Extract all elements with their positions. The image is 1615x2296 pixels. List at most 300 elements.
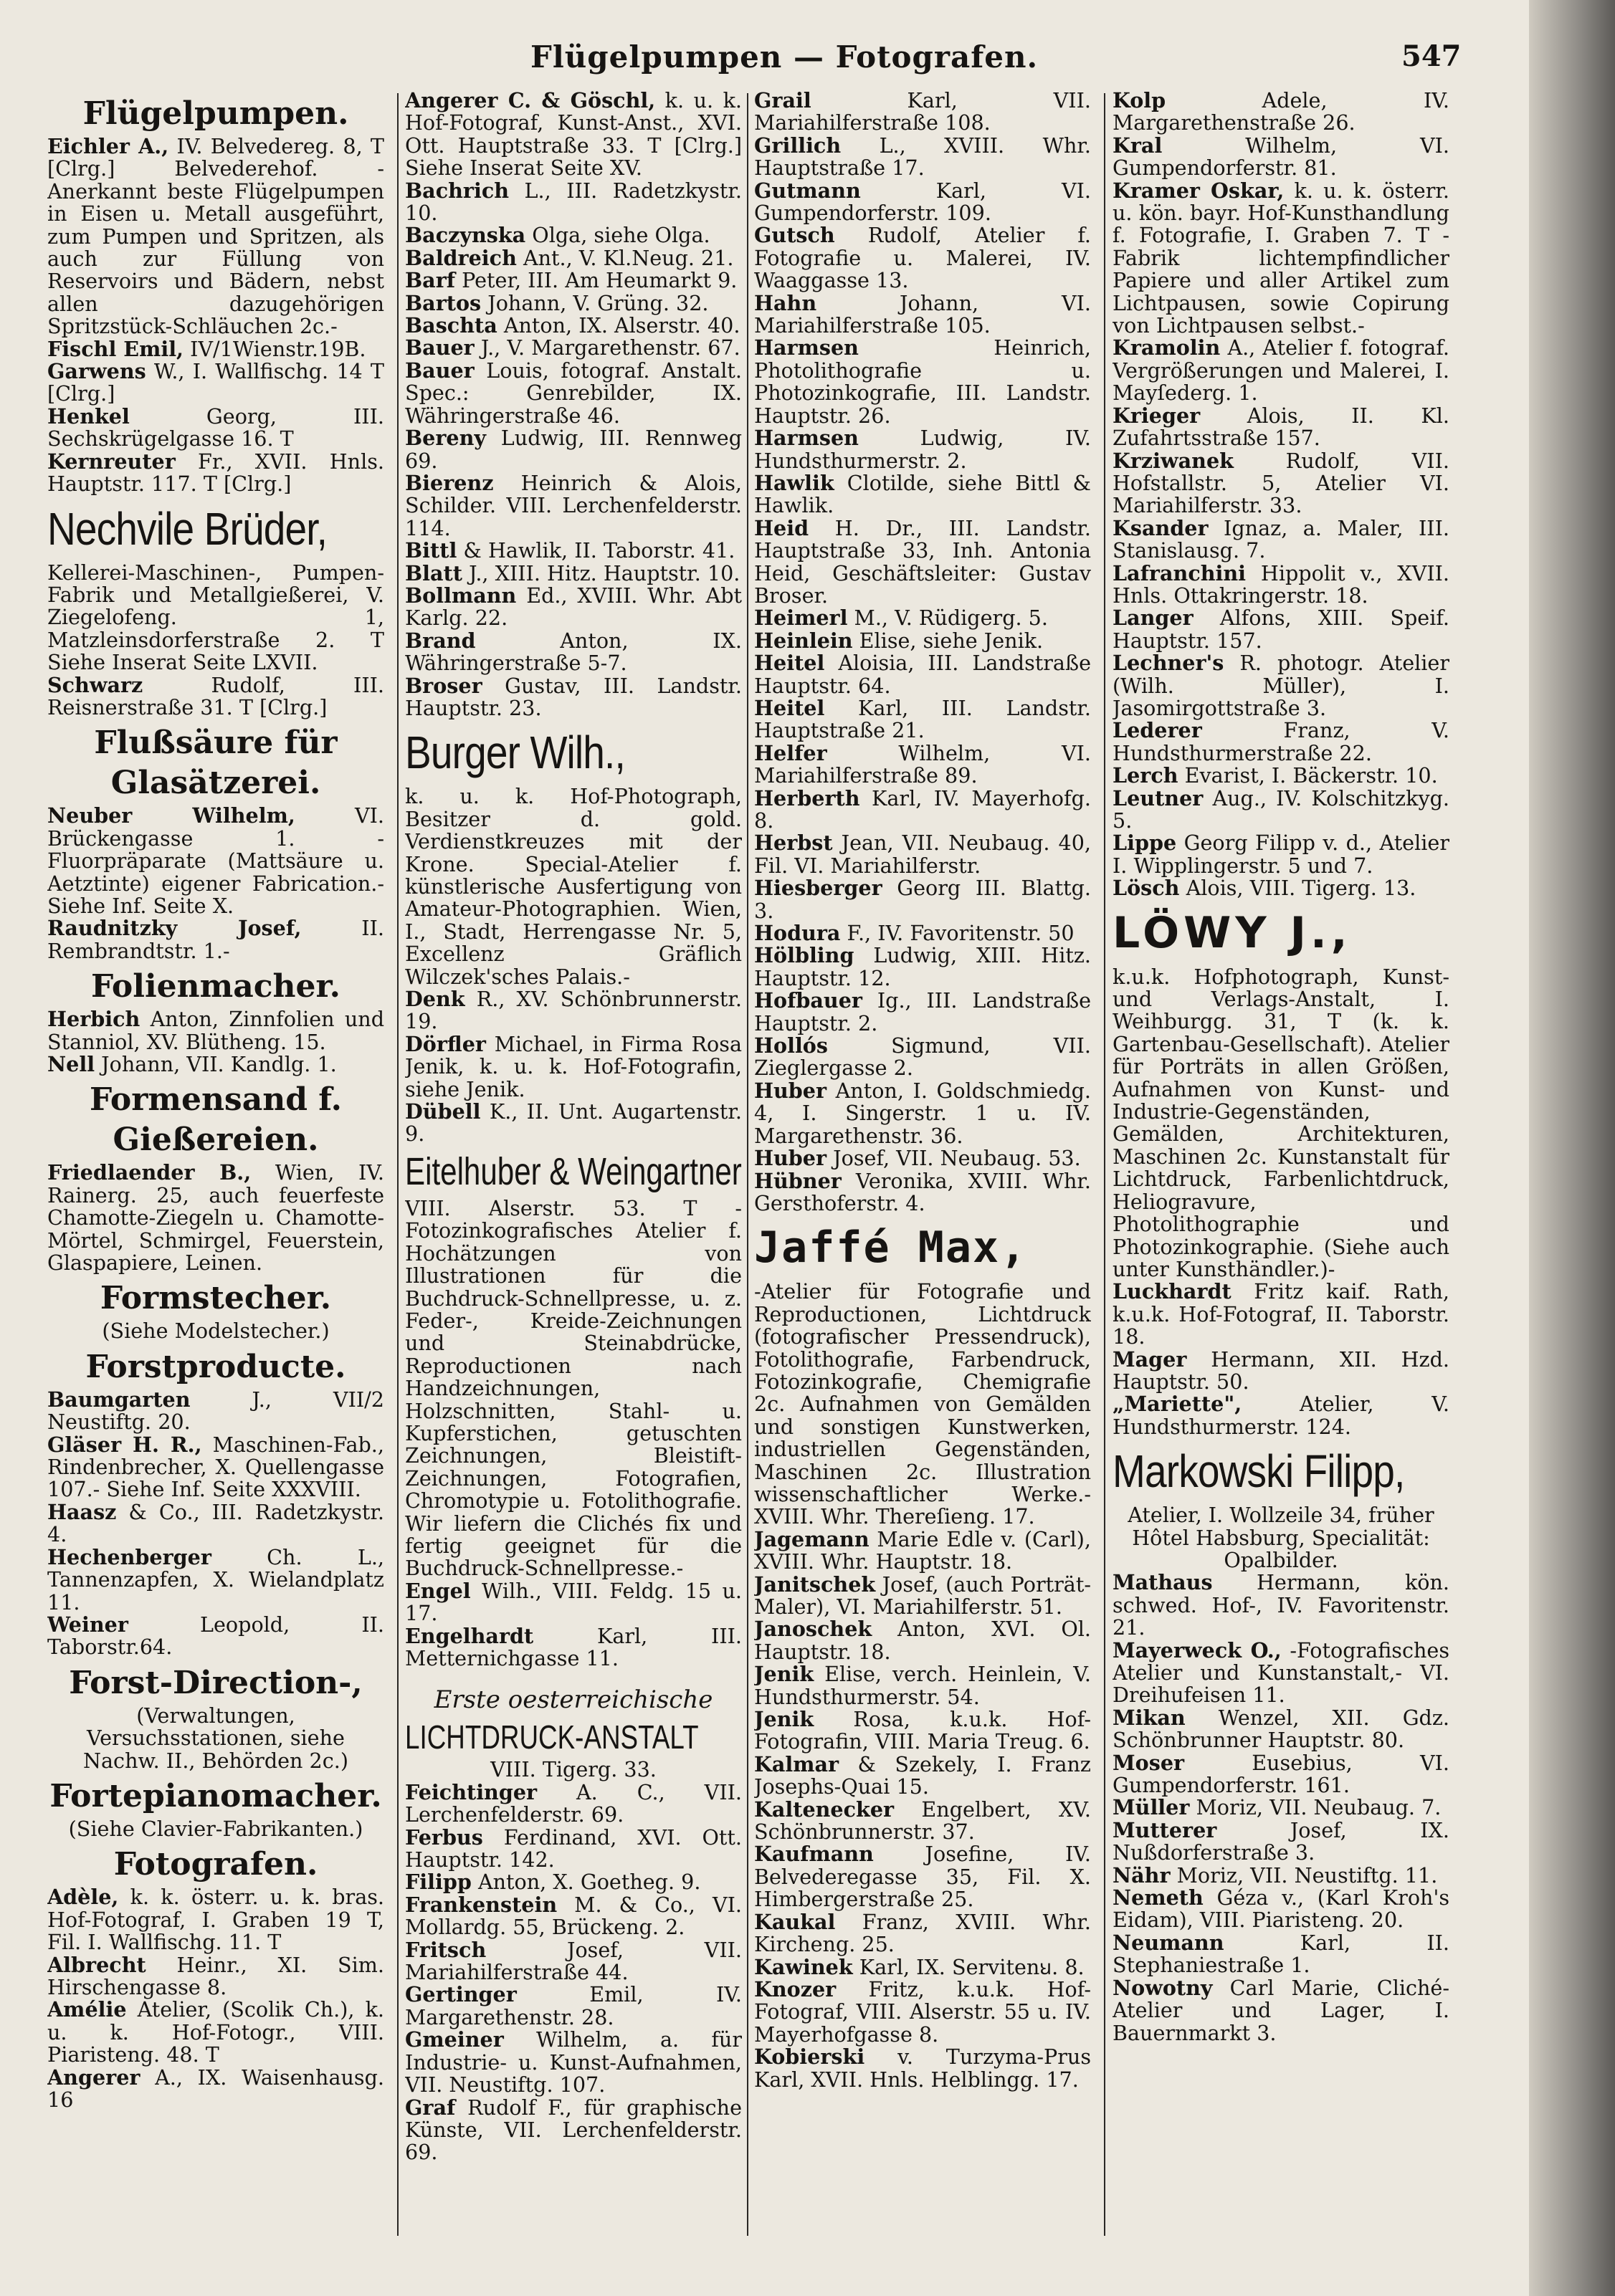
entry-name: Hollós — [754, 1033, 828, 1058]
entry-details: W., I. Wallfischg. 14 T [Clrg.] — [47, 359, 384, 406]
directory-entry — [754, 1911, 1091, 1956]
directory-entry — [754, 1080, 1091, 1147]
directory-entry — [1113, 1281, 1449, 1348]
entry-name: Bittl — [405, 538, 457, 563]
entry-details: A. C., VII. Lerchenfelderstr. 69. — [405, 1779, 742, 1827]
entry-name: Hölbling — [754, 943, 854, 968]
entry-name: Engelhardt — [405, 1623, 534, 1648]
entry-details: A., Atelier f. fotograf. Vergrößerungen und Malerei, I. Mayſederg. 1. — [1113, 335, 1449, 406]
advertisement-tagline: Erste oesterreichische — [434, 1685, 713, 1715]
entry-name: Hawlik — [754, 470, 834, 495]
directory-entry — [1113, 1797, 1449, 1819]
page-header — [0, 39, 1512, 90]
entry-details: Josef, IX. Nußdorferstraße 3. — [1113, 1817, 1449, 1865]
section-heading: Folienmacher. — [91, 968, 340, 1005]
entry-name: Mayerweck O., — [1113, 1637, 1282, 1663]
entry-details: Michael, in Firma Rosa Jenik, k. u. k. Hof-Fotografin, siehe Jenik. — [405, 1031, 742, 1101]
entry-name: Dörfler — [405, 1031, 486, 1056]
directory-entry — [754, 630, 1091, 652]
entry-name: Kobierski — [754, 2044, 865, 2070]
section-heading: Formstecher. — [100, 1280, 332, 1317]
directory-entry — [405, 1939, 742, 1984]
section-heading: Flußsäure für Glasätzerei. — [94, 724, 338, 802]
entry-name: Denk — [405, 987, 465, 1012]
directory-entry — [47, 360, 384, 406]
entry-details: Anton, IX. Währingerstraße 5-7. — [405, 628, 742, 676]
directory-entry — [1113, 1932, 1449, 1977]
entry-name: Harmsen — [754, 335, 859, 360]
entry-details: Franz, XVIII. Whr. Kircheng. 25. — [754, 1909, 1091, 1957]
entry-name: Bereny — [405, 426, 487, 451]
entry-details: Rudolf, VII. Hofstallstr. 5, Atelier VI. Mariahilferstr. 33. — [1113, 448, 1449, 518]
entry-name: Kalmar — [754, 1751, 839, 1776]
directory-entry — [754, 877, 1091, 922]
column-4 — [1113, 90, 1449, 2247]
entry-details: Evarist, I. Bäckerstr. 10. — [1178, 763, 1438, 788]
entry-name: Kaltenecker — [754, 1797, 895, 1822]
directory-entry — [405, 269, 742, 292]
entry-details: Ch. L., Tannenzapfen, X. Wielandplatz 11. — [47, 1544, 384, 1615]
directory-entry — [754, 292, 1091, 338]
directory-entry — [754, 472, 1091, 517]
directory-entry — [754, 1574, 1091, 1619]
entry-name: Heimerl — [754, 606, 848, 631]
entry-name: Baczynska — [405, 223, 526, 248]
directory-entry — [1113, 180, 1449, 338]
entry-details: Engelbert, XV. Schönbrunnerstr. 37. — [754, 1797, 1091, 1845]
entry-details: Alois, II. Kl. Zufahrtsstraße 157. — [1113, 403, 1449, 451]
advertisement-text: k. u. k. Hof-Photograph, Besitzer d. gold. Verdienstkreuzes mit der Krone. Special-Atelier f. künstlerische Ausfertigung von Amateur-Photographien. Wien, I., Stadt, Herrengasse Nr. 5, Excellenz Gräflich Wilczek'sches Palais.- — [405, 784, 742, 989]
directory-entry — [47, 674, 384, 719]
entry-name: Bierenz — [405, 470, 494, 495]
entry-name: Engel — [405, 1578, 471, 1603]
directory-entry — [1113, 719, 1449, 765]
directory-entry — [1113, 1637, 1449, 1708]
entry-details: Karl, IV. Mayerhofg. 8. — [754, 785, 1091, 833]
centered-note: VIII. Tigerg. 33. — [490, 1757, 657, 1782]
column-rule — [1104, 93, 1105, 2236]
directory-entry — [754, 1799, 1091, 1844]
directory-entry — [754, 517, 1091, 608]
directory-entry — [405, 427, 742, 472]
entry-details: Josef, VII. Mariahilferstraße 44. — [405, 1937, 742, 1985]
entry-name: Helfer — [754, 740, 827, 765]
directory-entry — [405, 560, 742, 585]
directory-entry — [1113, 1862, 1449, 1888]
page-edge-shadow — [1529, 0, 1615, 2296]
entry-details: Emil, IV. Margarethenstr. 28. — [405, 1982, 742, 2029]
entry-name: Langer — [1113, 606, 1194, 631]
entry-name: Albrecht — [47, 1952, 146, 1977]
entry-details: Rosa, k.u.k. Hof-Fotografin, VIII. Maria Treug. 6. — [754, 1707, 1091, 1754]
directory-entry — [754, 1956, 1091, 1979]
directory-entry — [754, 785, 1091, 833]
entry-name: Knozer — [754, 1976, 837, 2001]
entry-details: Hippolit v., XVII. Hnls. Ottakringerstr. 18. — [1113, 560, 1449, 608]
entry-details: K., II. Unt. Augartenstr. 9. — [405, 1099, 742, 1147]
advertisement-name: Nechvile Brüder, — [47, 502, 328, 555]
directory-entry — [405, 90, 742, 180]
entry-name: Lösch — [1113, 876, 1180, 901]
entry-details: Anton, Zinnfolien und Stanniol, XV. Blütheng. 15. — [47, 1007, 384, 1054]
entry-details: Aug., IV. Kolschitzkyg. 5. — [1113, 785, 1449, 833]
entry-name: Mager — [1113, 1346, 1187, 1372]
entry-details: Wenzel, XII. Gdz. Schönbrunner Hauptstr. 80. — [1113, 1705, 1449, 1753]
entry-details: Ferdinand, XVI. Ott. Hauptstr. 142. — [405, 1824, 742, 1872]
directory-entry — [1113, 1393, 1449, 1438]
directory-entry — [47, 451, 384, 496]
entry-details: Atelier, (Scolik Ch.), k. u. k. Hof-Fotogr., VIII. Piaristeng. 48. T — [47, 1997, 384, 2067]
directory-entry — [1113, 1819, 1449, 1865]
entry-details: Alfons, XIII. Speif. Hauptstr. 157. — [1113, 606, 1449, 653]
entry-name: Garwens — [47, 359, 146, 384]
column-3 — [754, 90, 1091, 2247]
entry-name: Baschta — [405, 313, 497, 338]
directory-entry — [405, 247, 742, 269]
entry-name: Hiesberger — [754, 876, 882, 901]
entry-name: Kaufmann — [754, 1842, 874, 1867]
entry-details: -Fotografisches Atelier und Kunstanstalt,- VI. Dreihufeisen 11. — [1113, 1637, 1449, 1708]
entry-details: Fritz, k.u.k. Hof-Fotograf, VIII. Alserstr. 55 u. IV. Mayerhofgasse 8. — [754, 1976, 1091, 2047]
entry-details: J., V. Margarethenstr. 67. — [474, 335, 740, 360]
directory-entry — [754, 742, 1091, 788]
entry-name: Mathaus — [1113, 1570, 1213, 1595]
advertisement-name: LÖWY J., — [1113, 907, 1352, 958]
directory-entry — [754, 1976, 1091, 2047]
directory-entry — [754, 224, 1091, 292]
entry-name: Hechenberger — [47, 1544, 211, 1569]
entry-name: Adèle, — [47, 1885, 119, 1910]
entry-name: Baldreich — [405, 245, 517, 270]
entry-details: Karl, III. Metternichgasse 11. — [405, 1623, 742, 1670]
entry-name: Bachrich — [405, 178, 510, 203]
centered-note: (Verwaltungen, Versuchsstationen, siehe Nachw. II., Behörden 2c.) — [82, 1703, 349, 1773]
entry-name: Hofbauer — [754, 988, 862, 1013]
entry-details: Adele, IV. Margarethenstraße 26. — [1113, 90, 1449, 135]
advertisement-name: Jaffé Max, — [754, 1223, 1028, 1273]
directory-entry — [405, 292, 742, 315]
entry-details: Heinrich & Alois, Schilder. VIII. Lerchenfelderstr. 114. — [405, 470, 742, 540]
directory-entry — [405, 585, 742, 630]
directory-entry — [1113, 450, 1449, 517]
directory-entry — [754, 1035, 1091, 1080]
entry-details: & Szekely, I. Franz Josephs-Quai 15. — [754, 1751, 1091, 1799]
directory-entry — [1113, 1707, 1449, 1752]
directory-entry — [405, 180, 742, 225]
entry-details: Elise, verch. Heinlein, V. Hundsthurmerstr. 54. — [754, 1662, 1091, 1709]
entry-details: J., XIII. Hitz. Hauptstr. 10. — [462, 560, 740, 585]
entry-name: Lafranchini — [1113, 560, 1247, 585]
entry-name: Jenik — [754, 1662, 814, 1687]
directory-entry — [405, 472, 742, 540]
directory-entry — [754, 1170, 1091, 1215]
entry-name: Nähr — [1113, 1862, 1171, 1888]
entry-name: Amélie — [47, 1997, 127, 2022]
entry-details: Aloisia, III. Landstraße Hauptstr. 64. — [754, 651, 1091, 698]
directory-entry — [754, 1708, 1091, 1754]
directory-entry — [754, 1618, 1091, 1663]
entry-name: Broser — [405, 673, 482, 698]
directory-entry — [754, 2046, 1091, 2091]
entry-name: Hübner — [754, 1168, 842, 1193]
entry-details: Leopold, II. Taborstr.64. — [47, 1612, 384, 1660]
entry-name: Moser — [1113, 1750, 1185, 1775]
entry-details: IV/1Wienstr.19B. — [184, 336, 366, 361]
entry-details: Fr., XVII. Hnls. Hauptstr. 117. T [Clrg.] — [47, 449, 384, 497]
entry-name: Fischl Emil, — [47, 336, 184, 361]
directory-entry — [405, 315, 742, 337]
entry-name: Nell — [47, 1052, 95, 1076]
entry-details: & Hawlik, II. Taborstr. 41. — [457, 538, 735, 563]
directory-entry — [405, 1101, 742, 1146]
directory-entry — [1113, 765, 1449, 787]
entry-details: Ant., V. Kl.Neug. 21. — [516, 245, 734, 270]
entry-details: Rudolf, III. Reisnerstraße 31. T [Clrg.] — [47, 672, 384, 719]
running-title: Flügelpumpen — Fotografen. — [530, 39, 1039, 75]
entry-details: Carl Marie, Cliché-Atelier und Lager, I. Bauernmarkt 3. — [1113, 1975, 1449, 2045]
directory-entry — [754, 652, 1091, 697]
entry-name: Frankenstein — [405, 1892, 558, 1917]
entry-details: H. Dr., III. Landstr. Hauptstraße 33, Inh. Antonia Heid, Geschäftsleiter: Gustav Broser. — [754, 515, 1091, 608]
section-heading: Fortepianomacher. — [49, 1777, 382, 1814]
entry-details: Anton, IX. Alserstr. 40. — [497, 313, 740, 338]
entry-name: Weiner — [47, 1612, 128, 1637]
directory-entry — [405, 1871, 742, 1893]
entry-details: Heinr., XI. Sim. Hirschengasse 8. — [47, 1952, 384, 1999]
directory-entry — [405, 988, 742, 1033]
entry-details: M., V. Rüdigerg. 5. — [847, 606, 1048, 631]
entry-name: Gutsch — [754, 223, 835, 248]
entry-details: Marie Edle v. (Carl), XVIII. Whr. Hauptstr. 18. — [754, 1526, 1091, 1574]
entry-name: Friedlaender B., — [47, 1160, 252, 1185]
entry-name: Lippe — [1113, 831, 1177, 856]
entry-details: v. Turzyma-Prus Karl, XVII. Hnls. Helblingg. 17. — [754, 2044, 1091, 2092]
entry-details: IV. Belvedereg. 8, T [Clrg.] Belvederehof. -Anerkannt beste Flügelpumpen in Eisen u. Metall ausgeführt, zum Pumpen und Spritzen, als auch zur Füllung von Reservoirs und Bädern, nebst allen dazugehörigen Spritzstück-Schläuchen 2c.- — [47, 134, 384, 339]
entry-details: k. u. k. Hof-Fotograf, Kunst-Anst., XVI. Ott. Hauptstraße 33. T [Clrg.] Siehe Inserat Seite XV. — [405, 90, 742, 181]
section-heading: Formensand f. Gießereien. — [90, 1081, 342, 1159]
directory-entry — [754, 135, 1091, 180]
entry-name: Gertinger — [405, 1982, 517, 2007]
entry-details: Ig., III. Landstraße Hauptstr. 2. — [754, 988, 1091, 1035]
directory-entry — [47, 1008, 384, 1053]
entry-name: Huber — [754, 1146, 827, 1171]
entry-name: Schwarz — [47, 672, 143, 697]
directory-entry — [405, 2029, 742, 2096]
advertisement-name: LICHTDRUCK-ANSTALT — [405, 1718, 699, 1756]
directory-entry — [754, 832, 1091, 877]
entry-details: Moriz, VII. Neubaug. 7. — [1189, 1795, 1442, 1820]
directory-entry — [1113, 1346, 1449, 1394]
entry-details: Moriz, VII. Neustiftg. 11. — [1170, 1862, 1438, 1888]
entry-name: Lechner's — [1113, 651, 1224, 676]
entry-details: Karl, III. Landstr. Hauptstraße 21. — [754, 695, 1091, 743]
entry-details: Maschinen-Fab., Rindenbrecher, X. Quellengasse 107.- Siehe Inf. Seite XXXVIII. — [47, 1432, 384, 1502]
directory-entry — [1113, 877, 1449, 899]
entry-details: Jean, VII. Neubaug. 40, Fil. VI. Mariahilferstr. — [754, 831, 1091, 878]
entry-name: Baumgarten — [47, 1387, 191, 1412]
advertisement-text: Kellerei-Maschinen-, Pumpen-Fabrik und Metallgießerei, V. Ziegelofeng. 1, Matzleinsdorferstraße 2. T Siehe Inserat Seite LXVII. — [47, 560, 384, 675]
directory-entry — [1113, 337, 1449, 404]
entry-details: Josefine, IV. Belvederegasse 35, Fil. X. Himbergerstraße 25. — [754, 1842, 1091, 1912]
entry-details: Georg, III. Sechskrügelgasse 16. T — [47, 403, 384, 451]
directory-entry — [47, 805, 384, 917]
directory-entry — [47, 1389, 384, 1434]
entry-name: Kral — [1113, 133, 1163, 158]
entry-name: Krieger — [1113, 403, 1201, 428]
centered-note: (Siehe Clavier-Fabrikanten.) — [68, 1816, 363, 1841]
directory-entry — [47, 1999, 384, 2066]
column-1 — [47, 90, 384, 2247]
directory-entry — [47, 1614, 384, 1659]
entry-details: Anton, I. Goldschmiedg. 4, I. Singerstr. 1 u. IV. Margarethenstr. 36. — [754, 1078, 1091, 1148]
entry-details: Alois, VIII. Tigerg. 13. — [1179, 876, 1416, 901]
directory-entry — [754, 1526, 1091, 1574]
entry-name: Grillich — [754, 133, 842, 158]
entry-details: Karl, VI. Gumpendorferstr. 109. — [754, 178, 1091, 226]
entry-details: Georg Filipp v. d., Atelier I. Wipplingerstr. 5 und 7. — [1113, 831, 1449, 878]
entry-name: Luckhardt — [1113, 1279, 1232, 1304]
entry-name: Kramer Oskar, — [1113, 178, 1285, 203]
directory-entry — [1113, 1887, 1449, 1932]
entry-details: Josef, VII. Neubaug. 53. — [826, 1146, 1081, 1171]
directory-entry — [47, 917, 384, 962]
directory-entry — [1113, 1977, 1449, 2044]
entry-name: Lederer — [1113, 718, 1202, 743]
entry-name: Mikan — [1113, 1705, 1186, 1730]
entry-details: L., XVIII. Whr. Hauptstraße 17. — [754, 133, 1091, 181]
entry-details: Franz, V. Hundsthurmerstraße 22. — [1113, 718, 1449, 765]
entry-name: Bauer — [405, 335, 475, 360]
column-rule — [747, 93, 748, 2236]
directory-entry — [754, 90, 1091, 135]
entry-details: Anton, X. Goetheg. 9. — [471, 1870, 701, 1895]
column-rule — [397, 93, 399, 2236]
directory-entry — [754, 1147, 1091, 1169]
directory-entry — [754, 1751, 1091, 1799]
entry-details: II. Rembrandtstr. 1.- — [47, 916, 384, 963]
entry-details: Olga, siehe Olga. — [525, 223, 710, 248]
entry-name: Gutmann — [754, 178, 861, 203]
entry-name: Jagemann — [754, 1526, 870, 1551]
entry-name: Janitschek — [754, 1572, 876, 1597]
entry-name: Harmsen — [754, 426, 859, 451]
directory-entry — [47, 1162, 384, 1274]
section-heading: Fotografen. — [113, 1846, 318, 1883]
entry-name: Müller — [1113, 1795, 1190, 1820]
directory-entry — [405, 540, 742, 562]
entry-name: Brand — [405, 628, 476, 653]
directory-entry — [405, 1033, 742, 1101]
entry-details: VI. Brückengasse 1. -Fluorpräparate (Mattsäure u. Aetztinte) eigener Fabrication.- Siehe Inf. Seite X. — [47, 803, 384, 918]
directory-entry — [754, 944, 1091, 990]
entry-details: R. photogr. Atelier (Wilh. Müller), I. Jasomirgottstraße 3. — [1113, 651, 1449, 720]
entry-details: Gustav, III. Landstr. Hauptstr. 23. — [405, 673, 742, 720]
entry-name: Neumann — [1113, 1930, 1224, 1955]
directory-entry — [405, 1824, 742, 1872]
entry-name: Huber — [754, 1078, 827, 1103]
entry-name: Kolp — [1113, 90, 1166, 113]
entry-name: Hahn — [754, 290, 817, 315]
directory-entry — [1113, 1752, 1449, 1797]
entry-details: Karl, II. Stephaniestraße 1. — [1113, 1930, 1449, 1978]
directory-entry — [405, 630, 742, 675]
entry-name: Jenik — [754, 1707, 814, 1732]
advertisement-text: VIII. Alserstr. 53. T -Fotozinkografisches Atelier f. Hochätzungen von Illustrationen für die Buchdruck-Schnellpresse, u. z. Feder-, Kreide-Zeichnungen und Steinabdrücke, Reproductionen nach Handzeichnungen, Holzschnitten, Stahl- u. Kupferstichen, getuschten Zeichnungen, Bleistift-Zeichnungen, Fotografien, Chromotypie u. Fotolithografie. Wir liefern die Clichés fix und fertig geeignet für die Buchdruck-Schnellpresse.- — [405, 1195, 742, 1581]
centered-note: (Siehe Modelstecher.) — [102, 1319, 330, 1344]
advertisement-text: k.u.k. Hofphotograph, Kunst- und Verlags-Anstalt, I. Weihburgg. 31, T (k. k. Gartenbau-Gesellschaft). Atelier für Porträts in allen Größen, Aufnahmen von Kunst- und Industrie-Gegenständen, Gemälden, Architekturen, Maschinen 2c. Kunstanstalt für Lichtdruck, Farbenlichtdruck, Heliogravure, Photolithographie und Photozinkographie. (Siehe auch unter Kunsthändler.)- — [1113, 964, 1449, 1281]
entry-details: M. & Co., VI. Mollardg. 55, Brückeng. 2. — [405, 1892, 742, 1940]
directory-entry — [47, 338, 384, 360]
entry-details: Fritz kaif. Rath, k.u.k. Hof-Fotograf, II. Taborstr. 18. — [1113, 1279, 1449, 1349]
entry-details: Sigmund, VII. Zieglergasse 2. — [754, 1033, 1091, 1081]
entry-name: Bauer — [405, 358, 475, 383]
directory-entry — [1113, 135, 1449, 180]
directory-entry — [1113, 560, 1449, 608]
entry-name: Bartos — [405, 290, 482, 315]
entry-details: Ludwig, III. Rennweg 69. — [405, 426, 742, 473]
directory-entry — [405, 1625, 742, 1670]
entry-name: Angerer — [47, 2065, 140, 2090]
entry-details: Peter, III. Am Heumarkt 9. — [455, 268, 738, 293]
entry-details: Johann, VI. Mariahilferstraße 105. — [754, 290, 1091, 338]
entry-name: Heinlein — [754, 628, 853, 653]
entry-details: Johann, VII. Kandlg. 1. — [95, 1052, 337, 1076]
entry-name: Kaukal — [754, 1909, 836, 1934]
entry-details: Wilh., VIII. Feldg. 15 u. 17. — [405, 1578, 742, 1626]
directory-entry — [405, 1781, 742, 1827]
directory-entry — [405, 1894, 742, 1939]
directory-entry — [1113, 785, 1449, 833]
advertisement-name: Eitelhuber & Weingartner — [405, 1149, 742, 1193]
directory-entry — [754, 607, 1091, 629]
entry-details: Karl, VII. Mariahilferstraße 108. — [754, 90, 1091, 135]
page-number: 547 — [1401, 39, 1462, 73]
entry-name: Grail — [754, 90, 811, 113]
entry-details: Josef, (auch Porträt-Maler), VI. Mariahilferstr. 51. — [754, 1572, 1091, 1619]
entry-details: L., III. Radetzkystr. 10. — [405, 178, 742, 226]
entry-details: Hermann, kön. schwed. Hof-, IV. Favoritenstr. 21. — [1113, 1570, 1449, 1640]
entry-name: Mutterer — [1113, 1817, 1217, 1842]
entry-name: Ferbus — [405, 1824, 483, 1850]
entry-details: F., IV. Favoritenstr. 50 — [840, 921, 1075, 946]
entry-name: Heid — [754, 515, 809, 540]
entry-details: Louis, fotograf. Anstalt. Spec.: Genrebilder, IX. Währingerstraße 46. — [405, 358, 742, 428]
entry-details: Karl, IX. Servitenꞟ. 8. — [852, 1954, 1085, 1979]
entry-name: „Mariette", — [1113, 1392, 1242, 1417]
entry-name: Herbst — [754, 831, 833, 856]
directory-entry — [47, 135, 384, 338]
entry-name: Herbich — [47, 1007, 140, 1032]
entry-name: Dübell — [405, 1099, 481, 1124]
directory-entry — [754, 180, 1091, 225]
entry-name: Herberth — [754, 785, 860, 810]
entry-details: Wilhelm, a. für Industrie- u. Kunst-Aufnahmen, VII. Neustiftg. 107. — [405, 2027, 742, 2098]
directory-entry — [1113, 90, 1449, 135]
entry-details: Rudolf F., für graphische Künste, VII. Lerchenfelderstr. 69. — [405, 2095, 742, 2165]
directory-entry — [47, 2067, 384, 2112]
entry-details: Ludwig, IV. Hundsthurmerstr. 2. — [754, 426, 1091, 473]
directory-entry — [1113, 405, 1449, 450]
directory-entry — [47, 403, 384, 451]
entry-details: Ludwig, XIII. Hitz. Hauptstr. 12. — [754, 943, 1091, 990]
entry-name: Kramolin — [1113, 335, 1221, 360]
entry-details: Eusebius, VI. Gumpendorferstr. 161. — [1113, 1750, 1449, 1798]
entry-name: Bollmann — [405, 583, 517, 608]
directory-entry — [47, 1546, 384, 1614]
entry-name: Fritsch — [405, 1937, 487, 1962]
section-heading: Forst-Direction-, — [69, 1664, 363, 1701]
entry-details: Clotilde, siehe Bittl & Hawlik. — [754, 470, 1091, 518]
